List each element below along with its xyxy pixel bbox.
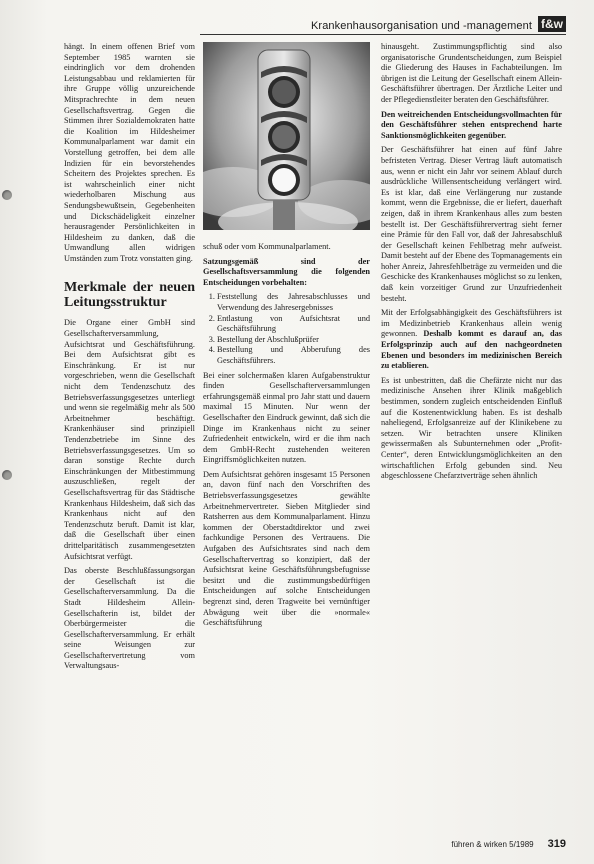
journal-logo: f&w bbox=[538, 16, 566, 32]
traffic-light-illustration bbox=[203, 42, 370, 230]
page-header bbox=[200, 14, 566, 35]
paragraph: Es ist unbestritten, daß die Chefärzte nicht nur das medizinische Ansehen ihrer Klinik maßgeblich bestimmen, sondern zugleich entscheidenden Einfluß auf die Kostenentwicklung haben. Es ist deshalb naheliegend, Erfolgsanreize auf der Klinikebene zu setzen. Wir betrachten unsere Kliniken gewissermaßen als Subunternehmen oder „Profit-Center“, deren Entwicklungsmöglichkeiten an den wirtschaftlichen Erfolg gebunden sind. Neu abgeschlossene Chefarztverträge sehen ähnlich bbox=[381, 375, 562, 481]
list-item: 4. Bestellung und Abberufung des Geschäftsführers. bbox=[217, 345, 370, 366]
traffic-light-photo bbox=[203, 42, 370, 230]
paragraph bbox=[381, 308, 562, 372]
paragraph: Das oberste Beschlußfassungsorgan der Gesellschaft ist die Gesellschafterversammlung. Da die Stadt Hildesheim Allein-Gesellschafterin ist, bildet der Oberbürgermeister die Gesellschafterversammlung. Er erhält seine Weisungen zur Gesellschaftervertretung vom Verwaltungsaus- bbox=[64, 566, 195, 671]
paragraph: schuß oder vom Kommunalparlament. bbox=[203, 242, 331, 251]
header-title: Krankenhausorganisation und -management bbox=[311, 20, 532, 32]
page-number: 319 bbox=[547, 838, 566, 850]
text-column-2 bbox=[203, 242, 370, 633]
bold-intro: Satzungsgemäß sind der Gesellschaftsversammlung die folgenden Entscheidungen vorbehalten: bbox=[203, 256, 370, 287]
page-footer bbox=[451, 838, 566, 850]
paragraph: Die Organe einer GmbH sind Gesellschafterversammlung, Aufsichtsrat und Geschäftsführung. Bei dem Aufsichtsrat gibt es Einschränkung. Er ist nur vorgeschrieben, wenn die Gesellschaft nicht dem Tendenzschutz des Betriebsverfassungsgesetzes unterliegt und wenn sie regelmäßig mehr als 500 Arbeitnehmer beschäftigt. Krankenhäuser sind prinzipiell Tendenzbetriebe im Sinne des Betriebsverfassungsgesetzes. Um so daran sonstige Rechte durch Einschränkungen der Mitbestimmung auszuschließen, regelt der Gesellschaftsvertrag für das Städtische Krankenhaus Hildesheim, daß sich das Krankenhaus nicht auf den Tendenzschutz beruft. Damit ist klar, daß die Gesellschaft über einen drittelparitätisch zusammengesetzten Aufsichtsrat verfügt. bbox=[64, 318, 195, 561]
punch-hole-bottom bbox=[2, 470, 12, 480]
text-column-3 bbox=[381, 42, 562, 486]
punch-hole-top bbox=[2, 190, 12, 200]
text-column-1 bbox=[64, 42, 195, 676]
reserved-decisions-list bbox=[203, 292, 370, 366]
list-item: 1. Feststellung des Jahresabschlusses und Verwendung des Jahresergebnisses bbox=[217, 292, 370, 313]
list-item: 3. Bestellung der Abschlußprüfer bbox=[217, 335, 370, 346]
bold-sentence: Deshalb kommt es darauf an, das Erfolgsprinzip auch auf den nachgeordneten Ebenen und besonders im medizinischen Bereich zu etablieren. bbox=[381, 329, 562, 371]
paragraph: Der Geschäftsführer hat einen auf fünf Jahre befristeten Vertrag. Dieser Vertrag läuft automatisch aus, wenn er nicht ein Jahr vor seinem Ablauf durch ausdrückliche Willensentscheidung verlängert wird. Es ist klar, daß eine Verlängerung nur zustande kommt, wenn die Ergebnisse, die er liefert, dauerhaft zeigen, daß in ihrem Krankenhaus alles zum besten bestellt ist. Der Geschäftsführervertrag sieht ferner eine Prämie für den Fall vor, daß der Jahresabschluß der Gesellschaft keinen Fehlbetrag mehr aufweist. Damit besteht auf der Ebene des Topmanagements ein hoher Anreiz, Jahresfehlbeträge zu vermeiden und die Geschicke des Krankenhauses möglichst so zu lenken, daß kein vorzeitiger Grund zur Unzufriedenheit besteht. bbox=[381, 145, 562, 303]
paragraph-text: Mit der Erfolgsabhängigkeit des Geschäftsführers ist im Medizinbetrieb Krankenhaus allein wenig gewonnen. bbox=[381, 308, 562, 339]
paragraph: Dem Aufsichtsrat gehören insgesamt 15 Personen an, davon fünf nach den Vorschriften des Betriebsverfassungsgesetzes gewählte Arbeitnehmervertreter. Sieben Mitglieder sind Ratsherren aus dem Kommunalparlament. Hinzu kommen der Oberstadtdirektor und zwei fachkundige Personen des Vertrauens. Die Aufgaben des Aufsichtsrates sind nach dem Gesellschaftervertrag so konzipiert, daß der Aufsichtsrat keine Geschäftsführungsbefugnisse besitzt und die zustimmungsbedürftigen Entscheidungen auf solche Entscheidungen begrenzt sind, deren Tragweite bei vernünftiger Abwägung weit über die »normale« Geschäftsführung bbox=[203, 469, 370, 628]
paragraph: Bei einer solchermaßen klaren Aufgabenstruktur finden Gesellschafterversammlungen erfahrungsgemäß einmal pro Jahr statt und dauern maximal 15 Minuten. Nur wenn der Gesellschafter den Eindruck gewinnt, daß sich die Dinge im Krankenhaus nicht zu seiner Zufriedenheit entwickeln, wird er die ihm nach dem GmbH-Recht zustehenden weiteren Eingriffsmöglichkeiten nutzen. bbox=[203, 370, 370, 465]
list-item: 2. Entlastung von Aufsichtsrat und Geschäftsführung bbox=[217, 314, 370, 335]
journal-issue: führen & wirken 5/1989 bbox=[451, 840, 534, 849]
paragraph: hinausgeht. Zustimmungspflichtig sind also organisatorische Grundentscheidungen, zum Beispiel die Gliederung des Hauses in Fachabteilungen. Im übrigen ist die Leitung der Gesellschaft einem Allein-Geschäftsführer übertragen. Der Ärztliche Leiter und der Pflegedienstleiter beraten den Geschäftsführer. bbox=[381, 42, 562, 104]
section-heading: Merkmale der neuen Leitungsstruktur bbox=[64, 280, 195, 311]
paragraph: hängt. In einem offenen Brief vom September 1985 warnten sie eindringlich vor dem drohenden Leistungsabbau und reklamierten für ihre Gruppe völlig unzureichende Mitsprachrechte in dem neuen Gesellschaftsvertrag. Gegen die Stimmen ihrer Sozialdemokraten hatte die Koalition im Hildesheimer Kommunalparlament war damit ein Vorstellung getroffen, bei dem alle Indizien für ein bevorstehendes Scheitern des Projektes sprechen. Es ist wahrscheinlich einer nicht wiederholbaren Mischung aus Sendungsbewußtsein, Gegebenheiten und Dickschädeligkeit einzelner herausragender Persönlichkeiten in Hildesheim zu danken, daß die Umwandlung allen widrigen Umständen zum Trotz vonstatten ging. bbox=[64, 42, 195, 263]
bold-paragraph: Den weitreichenden Entscheidungsvollmachten für den Geschäftsführer stehen entsprechend harte Sanktionsmöglichkeiten gegenüber. bbox=[381, 109, 562, 140]
